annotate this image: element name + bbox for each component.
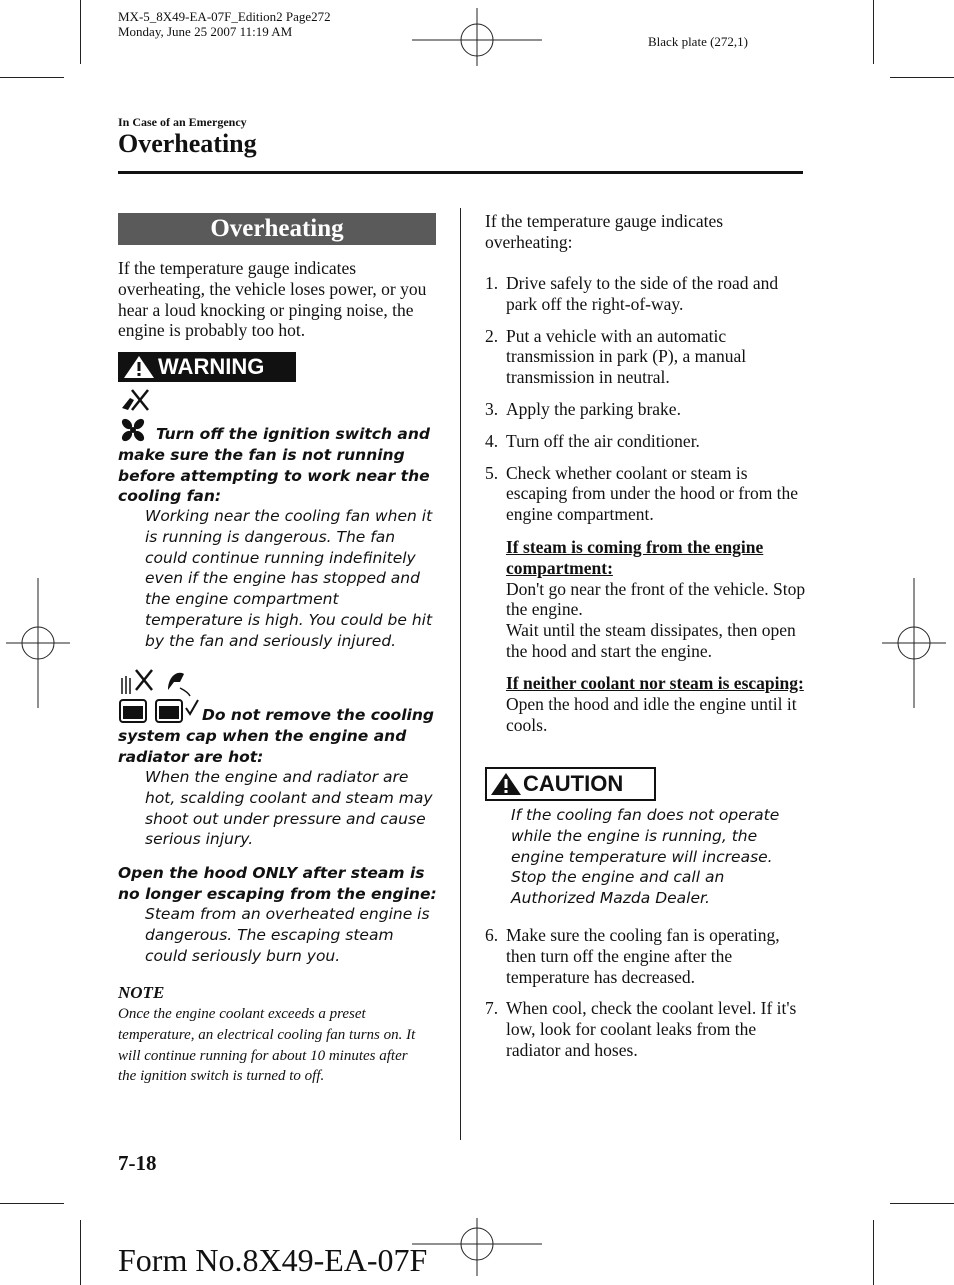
step-text: Make sure the cooling fan is operating, then turn off the engine after the temperature has decreased. <box>506 925 780 987</box>
registration-mark-bottom <box>412 1218 542 1276</box>
note-title: NOTE <box>118 983 165 1002</box>
caution-label: CAUTION <box>523 771 624 796</box>
list-item <box>485 273 805 315</box>
crop-mark <box>890 77 954 78</box>
list-item <box>485 399 805 420</box>
list-item <box>485 998 805 1060</box>
step-number: 6. <box>485 925 499 945</box>
step-text: Put a vehicle with an automatic transmission in park (P), a manual transmission in neutral. <box>506 325 747 388</box>
warning-label: WARNING <box>158 354 265 379</box>
crop-mark <box>80 0 81 64</box>
warning-triangle-icon <box>122 354 156 380</box>
step-text: Check whether coolant or steam is escaping from under the hood or from the engine compartment. <box>506 462 799 525</box>
page-number: 7-18 <box>118 1151 157 1175</box>
warning-fan-heading: Turn off the ignition switch and make sure the fan is not running before attempting to work near the cooling fan: <box>118 425 431 506</box>
steam-case-body-1: Don't go near the front of the vehicle. Stop the engine. <box>506 578 806 620</box>
step-number: 3. <box>485 398 499 419</box>
caution-badge <box>485 767 656 801</box>
print-file-info <box>118 9 331 39</box>
no-steam-case-body: Open the hood and idle the engine until it cools. <box>506 693 797 735</box>
no-touch-icon <box>118 386 152 414</box>
no-steam-case-heading: If neither coolant nor steam is escaping: <box>506 673 804 693</box>
warning-steam-heading: Open the hood ONLY after steam is no longer escaping from the engine: <box>118 864 437 903</box>
crop-mark <box>890 1203 954 1204</box>
step-text: Apply the parking brake. <box>506 398 681 419</box>
caution-triangle-icon <box>489 771 523 797</box>
crop-mark <box>873 1220 874 1285</box>
steam-case-heading: If steam is coming from the engine compartment: <box>506 537 764 578</box>
warning-cap-body: When the engine and radiator are hot, scalding coolant and steam may shoot out under pressure and cause serious injury. <box>145 768 433 849</box>
list-item <box>485 326 805 388</box>
print-file-line: MX-5_8X49-EA-07F_Edition2 Page272 <box>118 9 331 24</box>
crop-mark <box>80 1220 81 1285</box>
list-item <box>485 463 805 525</box>
no-steam-case-block <box>506 673 806 735</box>
plate-label: Black plate (272,1) <box>648 34 748 49</box>
steps-list-continued <box>485 925 805 1072</box>
crop-mark <box>873 0 874 64</box>
steps-list <box>485 273 805 536</box>
note-body: Once the engine coolant exceeds a preset temperature, an electrical cooling fan turns on. It will continue running for about 10 minutes after the ignition switch is turned to off. <box>118 1006 416 1085</box>
section-box-title: Overheating <box>118 213 436 245</box>
step-number: 5. <box>485 462 499 483</box>
registration-mark-right <box>882 578 946 708</box>
warning-fan-body: Working near the cooling fan when it is running is dangerous. The fan could continue running indefinitely even if the engine has stopped and the engine compartment temperature is high. You could be hit by the fan and seriously injured. <box>145 507 433 650</box>
crop-mark <box>0 77 64 78</box>
warning-badge <box>118 352 296 382</box>
print-date-line: Monday, June 25 2007 11:19 AM <box>118 24 293 39</box>
step-number: 4. <box>485 430 499 451</box>
crop-mark <box>0 1203 64 1204</box>
step-text: When cool, check the coolant level. If it's low, look for coolant leaks from the radiator and hoses. <box>506 998 797 1060</box>
title-rule <box>118 171 803 174</box>
right-intro: If the temperature gauge indicates overheating: <box>485 211 724 252</box>
step-number: 1. <box>485 273 499 293</box>
step-number: 2. <box>485 325 499 346</box>
steam-case-body-2: Wait until the steam dissipates, then open the hood and start the engine. <box>506 620 796 661</box>
steam-case-block <box>506 537 806 662</box>
list-item <box>485 431 805 452</box>
step-text: Drive safely to the side of the road and park off the right-of-way. <box>506 273 779 314</box>
section-label: In Case of an Emergency <box>118 115 247 129</box>
registration-mark-left <box>6 578 70 708</box>
step-text: Turn off the air conditioner. <box>506 430 700 451</box>
caution-body: If the cooling fan does not operate while the engine is running, the engine temperature will increase. Stop the engine and call an Authorized Mazda Dealer. <box>511 806 780 908</box>
warning-steam-body: Steam from an overheated engine is dangerous. The escaping steam could seriously burn you. <box>145 905 430 965</box>
page-title: Overheating <box>118 129 257 158</box>
column-divider <box>460 208 461 1140</box>
warning-cap-heading: Do not remove the cooling system cap when the engine and radiator are hot: <box>118 706 434 766</box>
form-number: Form No.8X49-EA-07F <box>118 1242 428 1278</box>
step-number: 7. <box>485 998 499 1019</box>
list-item <box>485 925 805 987</box>
intro-paragraph: If the temperature gauge indicates overheating, the vehicle loses power, or you hear a loud knocking or pinging noise, the engine is probably too hot. <box>118 258 427 341</box>
registration-mark-top <box>412 8 542 66</box>
